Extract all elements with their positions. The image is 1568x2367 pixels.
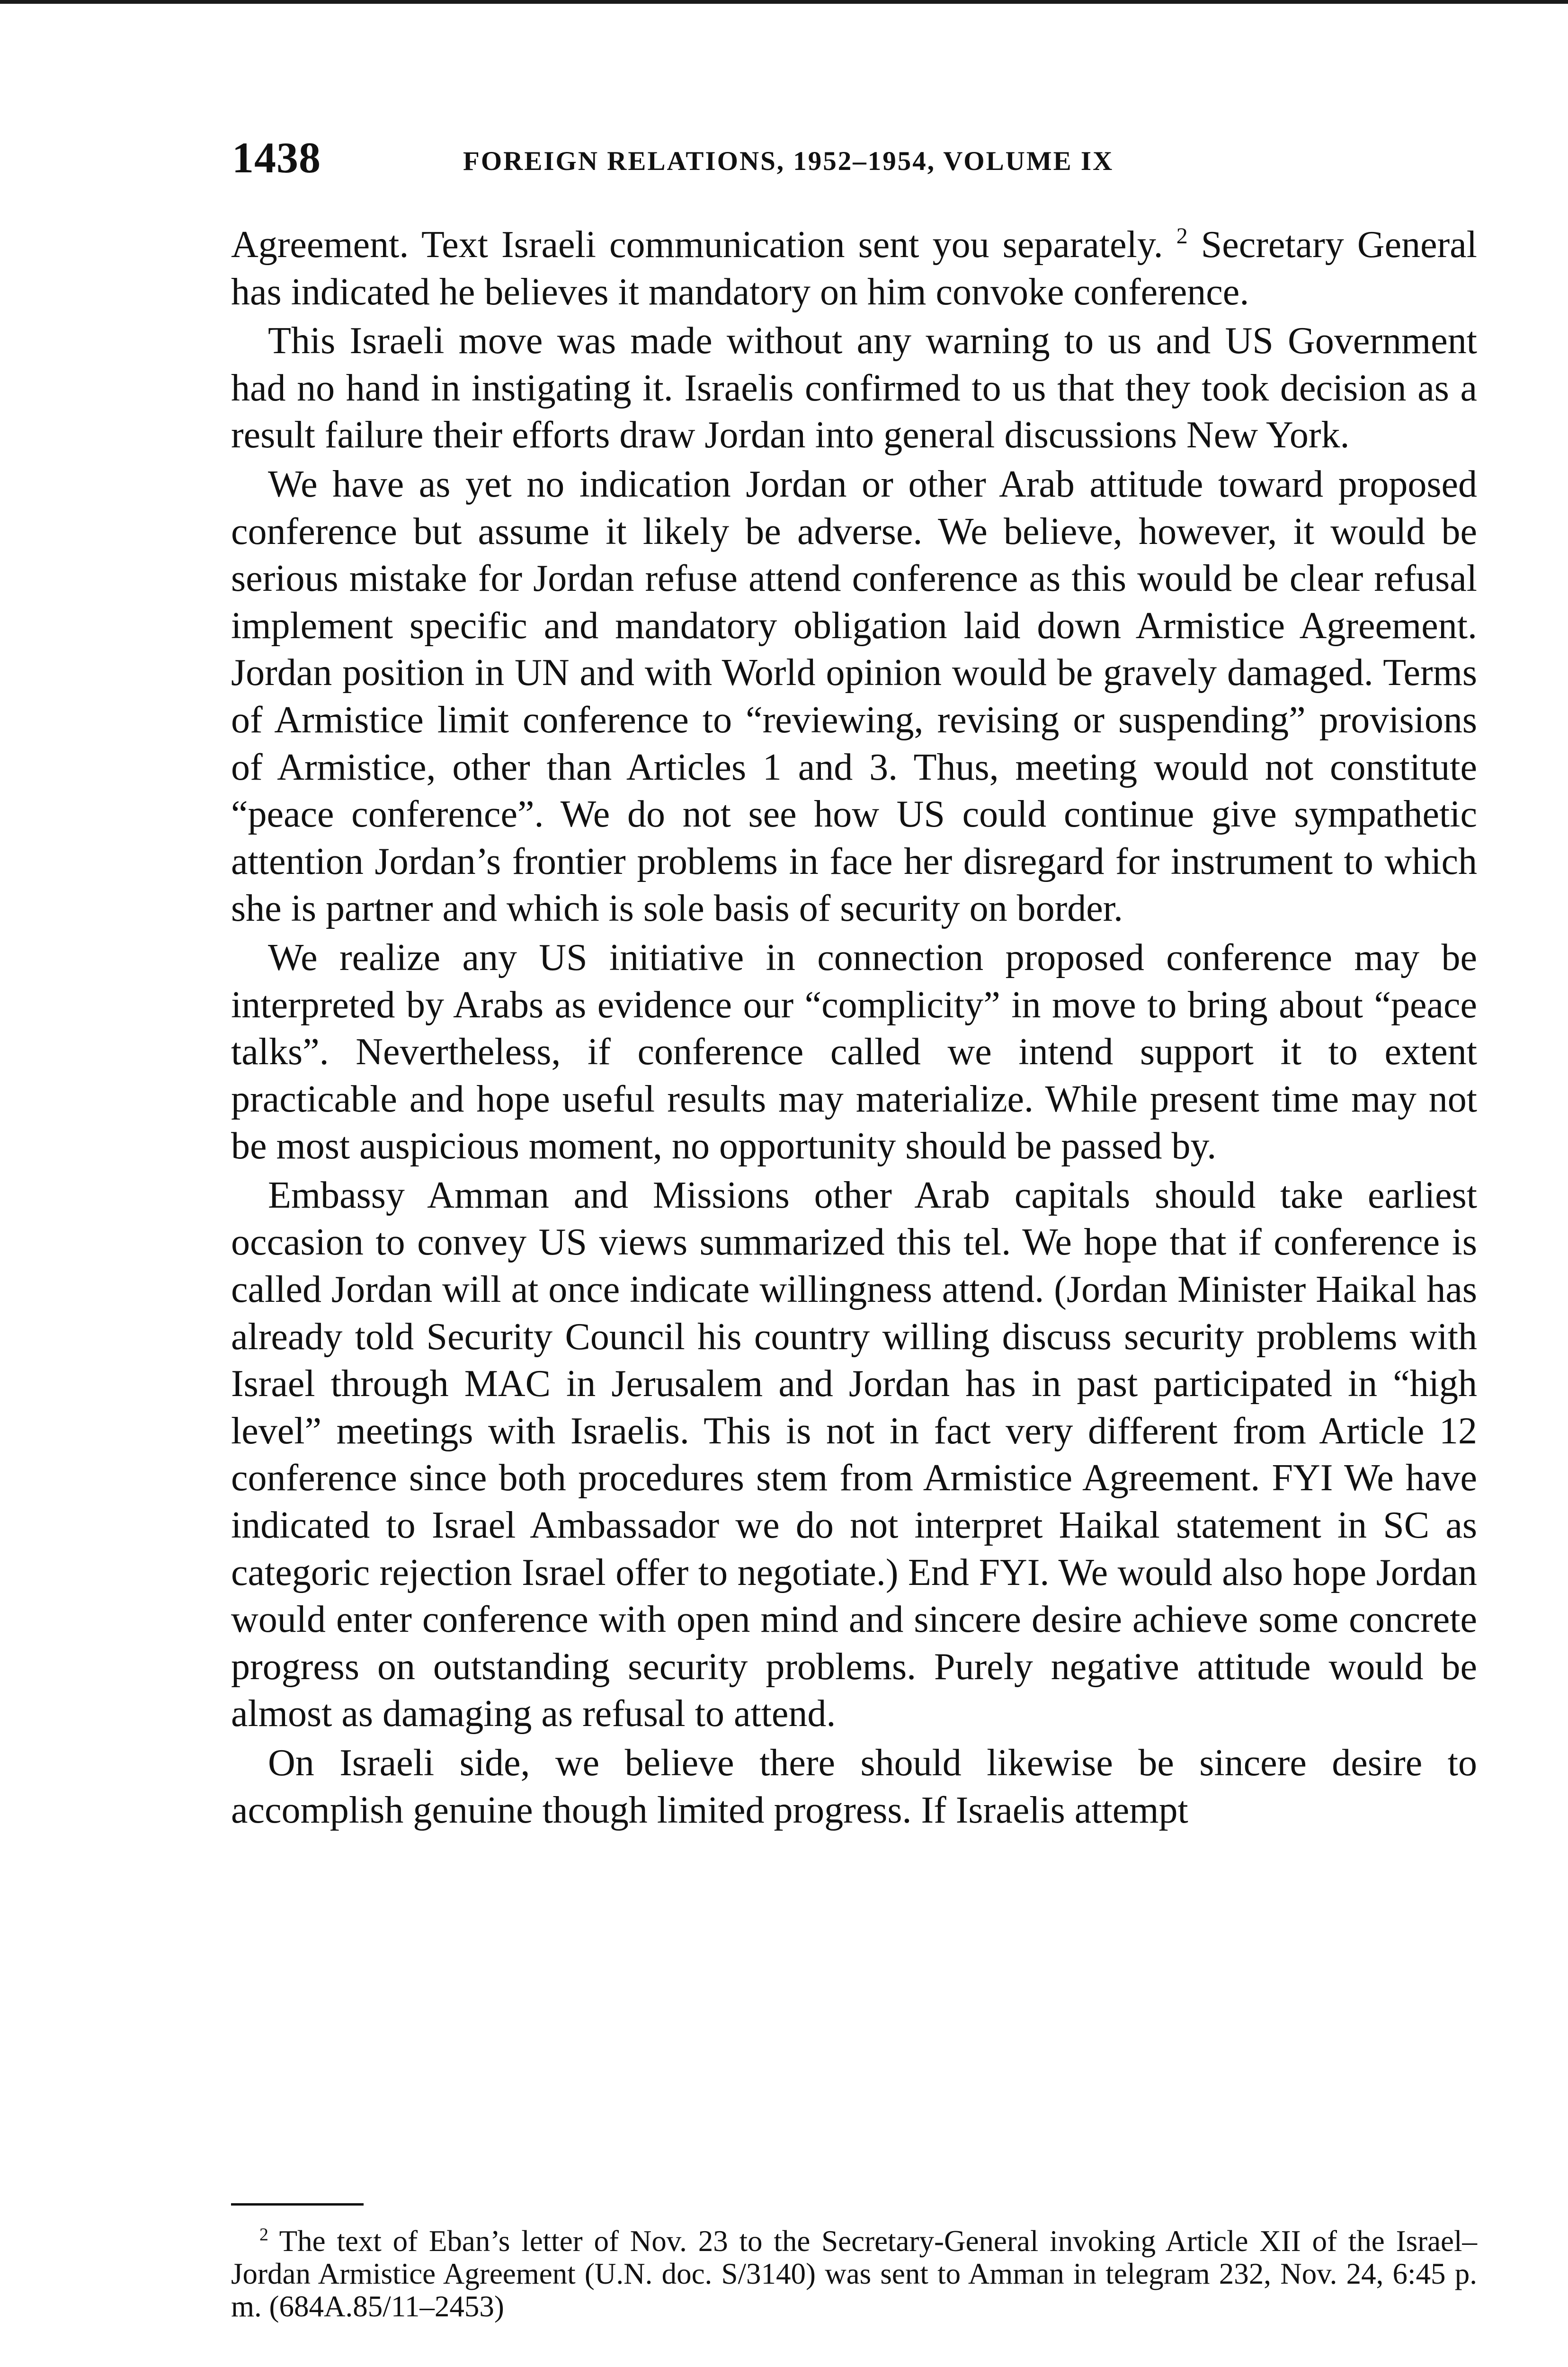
paragraph-1 — [231, 222, 1477, 316]
paragraph-6: On Israeli side, we believe there should likewise be sincere desire to accomplish genuine though limited progress. If Israelis attempt — [231, 1742, 1477, 1831]
paragraph-2: This Israeli move was made without any warning to us and US Government had no hand in instigating it. Israelis confirmed to us that they took decision as a result failure their efforts draw Jordan into general discussions New York. — [231, 320, 1477, 456]
footnote-divider — [231, 2203, 364, 2206]
body-text — [231, 222, 1477, 1836]
scan-top-edge — [0, 0, 1568, 4]
footnote-text: The text of Eban’s letter of Nov. 23 to the Secretary-General invoking Article XII of the Israel–Jordan Armistice Agreement (U.N. doc. S/3140) was sent to Amman in telegram 232, Nov. 24, 6:45 p. m. (684A.85/11–2453) — [231, 2225, 1477, 2323]
paragraph-4: We realize any US initiative in connection proposed conference may be interpreted by Arabs as evidence our “complicity” in move to bring about “peace talks”. Nevertheless, if conference called we intend support it to extent practicable and hope useful results may materialize. While present time may not be most auspicious moment, no opportunity should be passed by. — [231, 936, 1477, 1167]
footnote-reference[interactable]: 2 — [1176, 223, 1188, 249]
running-head: FOREIGN RELATIONS, 1952–1954, VOLUME IX — [463, 146, 1114, 176]
footnote-marker: 2 — [259, 2225, 268, 2245]
footnote — [231, 2225, 1477, 2323]
paragraph-3: We have as yet no indication Jordan or other Arab attitude toward proposed conference but assume it likely be adverse. We believe, however, it would be serious mistake for Jordan refuse attend conference as this would be clear refusal implement specific and mandatory obligation laid down Armistice Agreement. Jordan position in UN and with World opinion would be gravely damaged. Terms of Armistice limit conference to “reviewing, revising or suspending” provisions of Armistice, other than Articles 1 and 3. Thus, meeting would not constitute “peace conference”. We do not see how US could continue give sympathetic attention Jordan’s frontier problems in face her disregard for instrument to which she is partner and which is sole basis of security on border. — [231, 463, 1477, 930]
page-header — [232, 132, 1482, 188]
page-number: 1438 — [232, 133, 321, 182]
paragraph-1-text-b: Secretary General has indicated he believes it mandatory on him convoke conference. — [231, 224, 1477, 313]
paragraph-5: Embassy Amman and Missions other Arab capitals should take earliest occasion to convey US views summarized this tel. We hope that if conference is called Jordan will at once indicate willingness attend. (Jordan Minister Haikal has already told Security Council his country willing discuss security problems with Israel through MAC in Jerusalem and Jordan has in past participated in “high level” meetings with Israelis. This is not in fact very different from Article 12 conference since both procedures stem from Armistice Agreement. FYI We have indicated to Israel Ambassador we do not interpret Haikal statement in SC as categoric rejection Israel offer to negotiate.) End FYI. We would also hope Jordan would enter conference with open mind and sincere desire achieve some concrete progress on outstanding security problems. Purely negative attitude would be almost as damaging as refusal to attend. — [231, 1174, 1477, 1735]
footnotes — [231, 2225, 1477, 2323]
paragraph-1-text-a: Agreement. Text Israeli communication sent you separately. — [231, 224, 1163, 266]
